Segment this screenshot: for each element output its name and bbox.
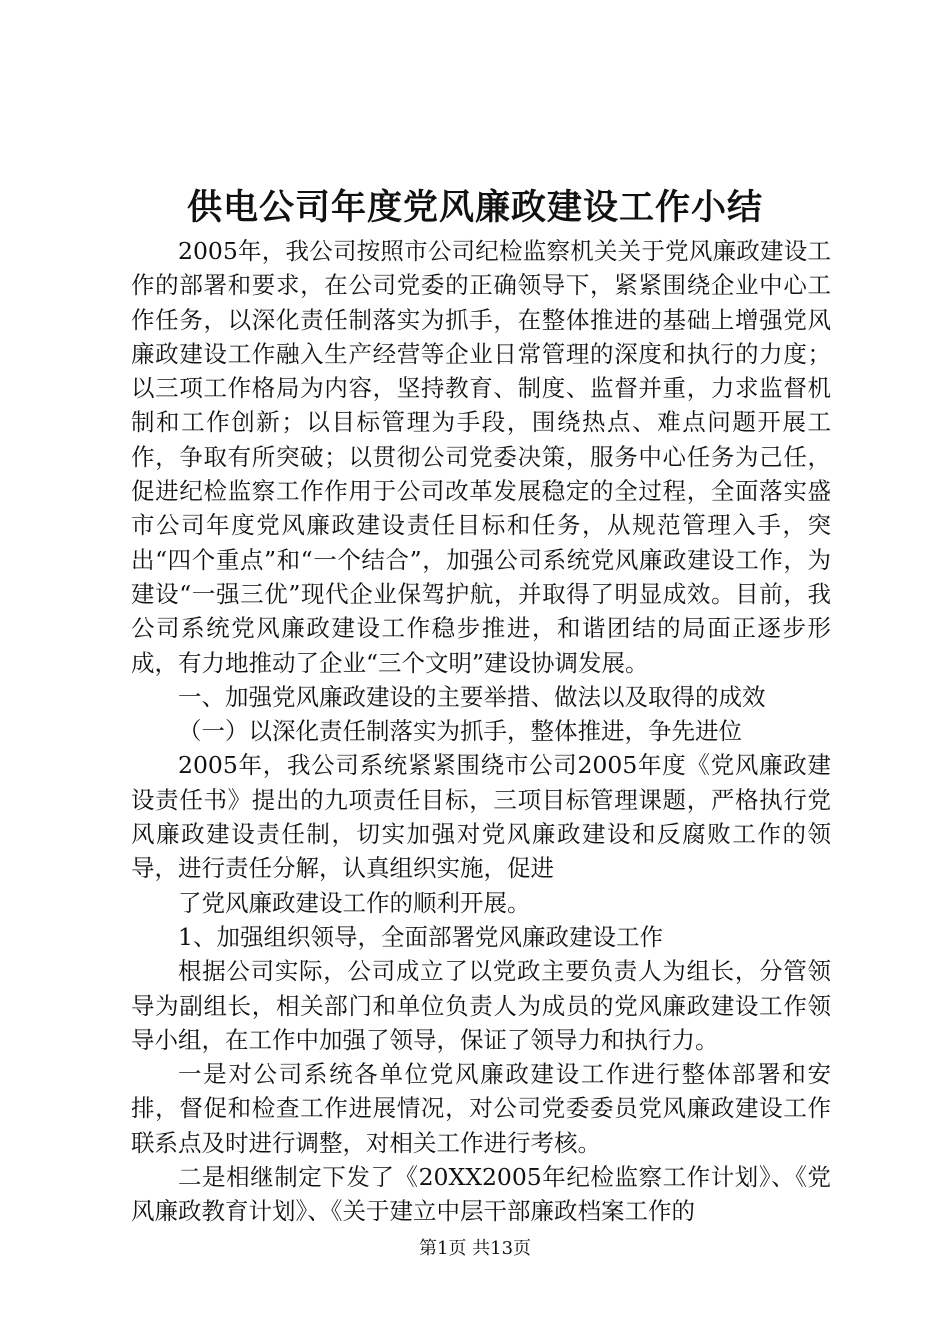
item-heading-1: 1、加强组织领导，全面部署党风廉政建设工作 [178, 922, 663, 951]
body-paragraph: 2005年，我公司系统紧紧围绕市公司2005年度《党风廉政建设责任书》提出的九项责任目标，三项目标管理课题，严格执行党风廉政建设责任制，切实加强对党风廉政建设和反腐败工作的领导，进行责任分解，认真组织实施，促进 [131, 751, 831, 883]
body-paragraph: 一是对公司系统各单位党风廉政建设工作进行整体部署和安排，督促和检查工作进展情况，对公司党委委员党风廉政建设工作联系点及时进行调整，对相关工作进行考核。 [131, 1060, 831, 1157]
subsection-heading-1: （一）以深化责任制落实为抓手，整体推进，争先进位 [178, 717, 742, 746]
intro-paragraph: 2005年，我公司按照市公司纪检监察机关关于党风廉政建设工作的部署和要求，在公司党委的正确领导下，紧紧围绕企业中心工作任务，以深化责任制落实为抓手，在整体推进的基础上增强党风廉政建设工作融入生产经营等企业日常管理的深度和执行的力度；以三项工作格局为内容，坚持教育、制度、监督并重，力求监督机制和工作创新；以目标管理为手段，围绕热点、难点问题开展工作，争取有所突破；以贯彻公司党委决策，服务中心任务为己任，促进纪检监察工作作用于公司改革发展稳定的全过程，全面落实盛市公司年度党风廉政建设责任目标和任务，从规范管理入手，突出“四个重点”和“一个结合”，加强公司系统党风廉政建设工作，为建设“一强三优”现代企业保驾护航，并取得了明显成效。目前，我公司系统党风廉政建设工作稳步推进，和谐团结的局面正逐步形成，有力地推动了企业“三个文明”建设协调发展。 [131, 237, 831, 677]
page-number-footer: 第1页 共13页 [418, 1238, 532, 1259]
body-paragraph: 根据公司实际，公司成立了以党政主要负责人为组长，分管领导为副组长，相关部门和单位负责人为成员的党风廉政建设工作领导小组，在工作中加强了领导，保证了领导力和执行力。 [131, 957, 831, 1054]
document-title: 供电公司年度党风廉政建设工作小结 [186, 187, 763, 228]
section-heading-1: 一、加强党风廉政建设的主要举措、做法以及取得的成效 [178, 682, 766, 711]
document-body [131, 234, 831, 1229]
body-paragraph-continuation: 了党风廉政建设工作的顺利开展。 [178, 888, 531, 917]
body-paragraph: 二是相继制定下发了《20XX2005年纪检监察工作计划》、《党风廉政教育计划》、《关于建立中层干部廉政档案工作的 [131, 1163, 831, 1226]
